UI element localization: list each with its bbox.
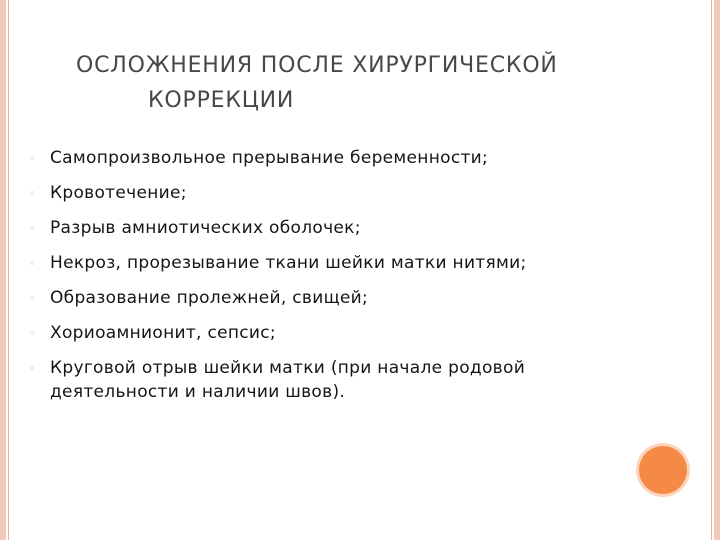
list-item xyxy=(28,216,658,240)
bullet-list xyxy=(28,146,658,415)
list-item-text: Разрыв амниотических оболочек; xyxy=(50,218,361,238)
left-border-line xyxy=(8,0,9,540)
title-line-2: КОРРЕКЦИИ xyxy=(148,88,295,113)
left-border xyxy=(0,0,6,540)
list-item xyxy=(28,146,658,170)
bullet-icon: ◦ xyxy=(29,257,36,270)
bullet-icon: ◦ xyxy=(29,327,36,340)
list-item-text: Хориоамнионит, сепсис; xyxy=(50,323,276,343)
bullet-icon: ◦ xyxy=(29,187,36,200)
list-item-text: Образование пролежней, свищей; xyxy=(50,288,369,308)
list-item xyxy=(28,356,658,404)
slide-title xyxy=(76,48,676,118)
list-item xyxy=(28,181,658,205)
title-line-1: ОСЛОЖНЕНИЯ ПОСЛЕ ХИРУРГИЧЕСКОЙ xyxy=(76,53,558,78)
bullet-icon: ◦ xyxy=(29,292,36,305)
list-item xyxy=(28,251,658,275)
right-border-line xyxy=(711,0,712,540)
list-item xyxy=(28,321,658,345)
bullet-icon: ◦ xyxy=(29,222,36,235)
list-item-text: Самопроизвольное прерывание беременности; xyxy=(50,148,489,168)
list-item-text: Круговой отрыв шейки матки (при начале родовой деятельности и наличии швов). xyxy=(50,358,526,402)
list-item-text: Кровотечение; xyxy=(50,183,187,203)
list-item xyxy=(28,286,658,310)
bullet-icon: ◦ xyxy=(29,362,36,375)
right-border xyxy=(714,0,720,540)
bullet-icon: ◦ xyxy=(29,152,36,165)
list-item-text: Некроз, прорезывание ткани шейки матки нитями; xyxy=(50,253,527,273)
decorative-circle-icon xyxy=(639,446,687,494)
